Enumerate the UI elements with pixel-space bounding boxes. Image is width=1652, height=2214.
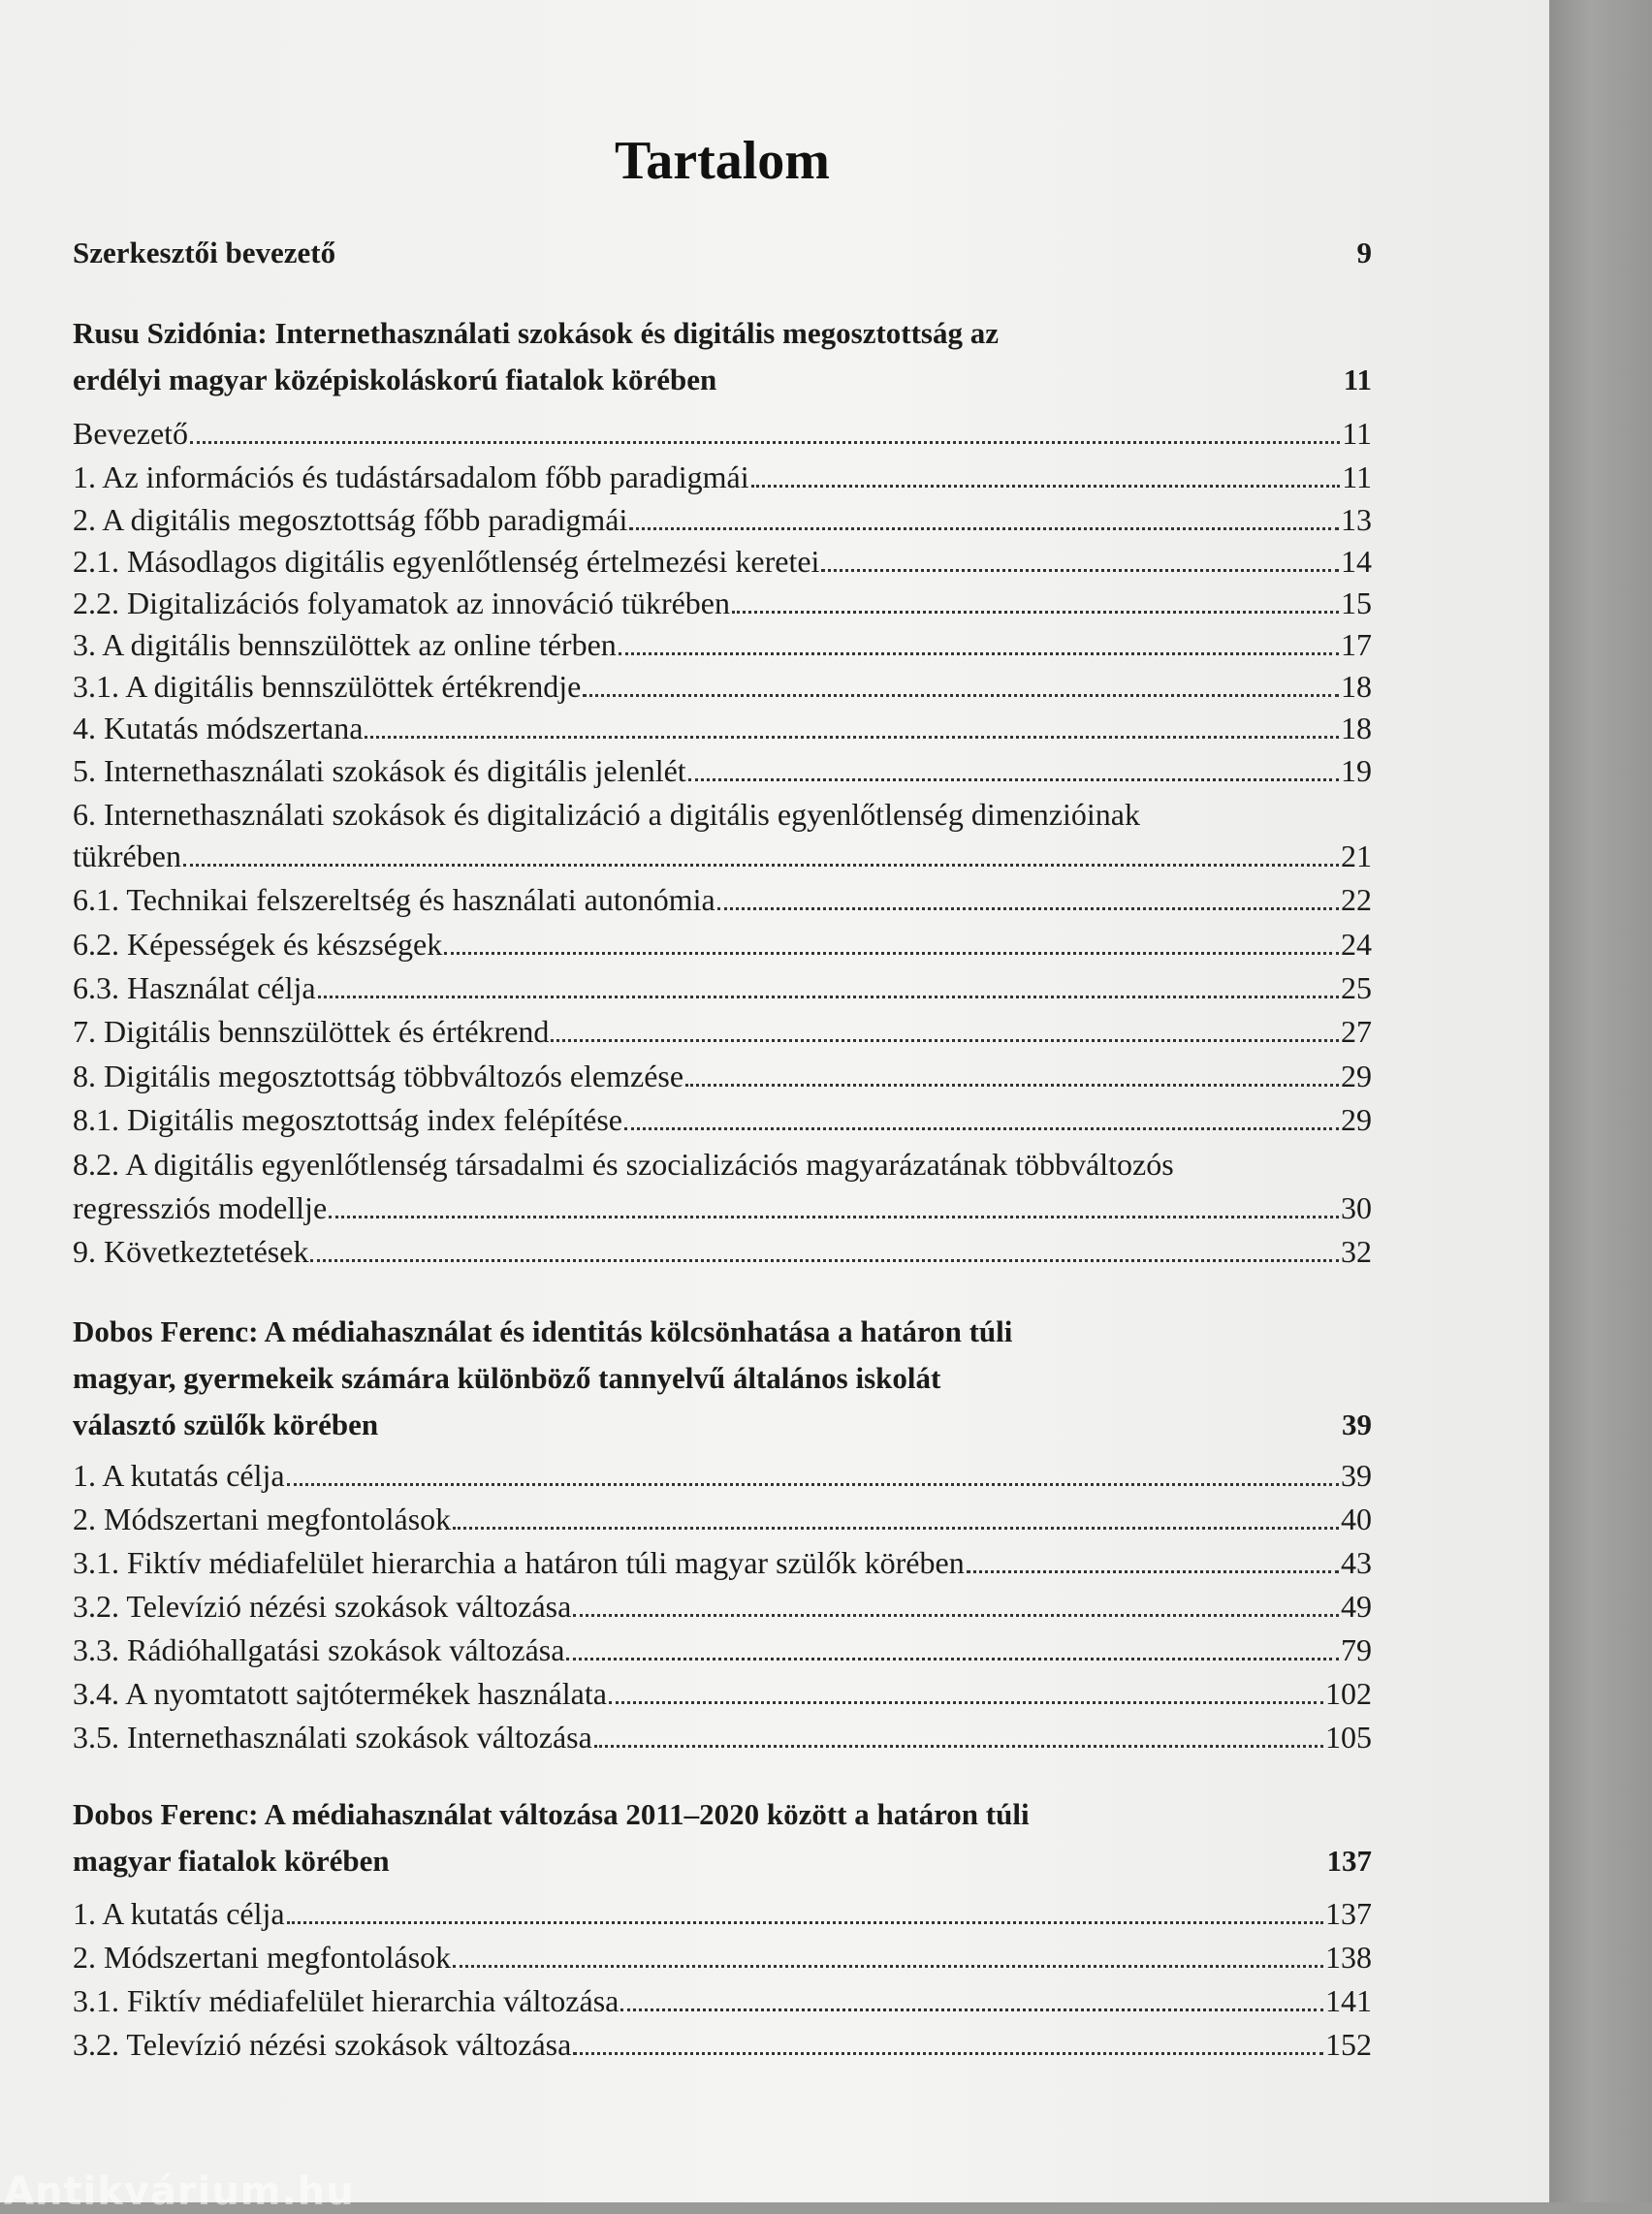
- leader-dots: [967, 1570, 1339, 1573]
- leader-dots: [620, 2008, 1323, 2011]
- toc-entry: [73, 1458, 1372, 1494]
- toc-entry: [73, 1940, 1372, 1976]
- section-3-title-line1: Dobos Ferenc: A médiahasználat változása 2011–2020 között a határon túli: [73, 1797, 1030, 1831]
- toc-entry-label: 3.2. Televízió nézési szokások változása: [73, 1589, 572, 1624]
- toc-entry-page: 30: [1341, 1190, 1372, 1225]
- toc-entry-label-line1: 6. Internethasználati szokások és digitalizáció a digitális egyenlőtlenség dimenzióinak: [73, 797, 1140, 832]
- leader-dots: [365, 736, 1339, 739]
- toc-entry: [73, 1589, 1372, 1625]
- toc-entry-label: 8.1. Digitális megosztottság index felépítése: [73, 1102, 622, 1137]
- toc-entry-page: 27: [1341, 1014, 1372, 1049]
- toc-entry: [73, 416, 1372, 452]
- toc-entry: [73, 1983, 1372, 2019]
- toc-entry-page: 14: [1341, 544, 1372, 579]
- toc-entry-label: 2. Módszertani megfontolások: [73, 1940, 452, 1975]
- leader-dots: [453, 1965, 1323, 1968]
- leader-dots: [751, 485, 1341, 488]
- toc-entry-page: 152: [1325, 2027, 1372, 2062]
- toc-entry-page: 17: [1341, 627, 1372, 662]
- toc-entry-page: 13: [1341, 502, 1372, 537]
- toc-entry-label: 8. Digitális megosztottság többváltozós elemzése: [73, 1059, 684, 1093]
- toc-entry-label: 3.4. A nyomtatott sajtótermékek használata: [73, 1676, 607, 1711]
- editor-intro-title: Szerkesztői bevezető: [73, 236, 336, 269]
- toc-entry-page: 11: [1342, 416, 1372, 451]
- background-edge: [1549, 0, 1652, 2202]
- toc-entry-page: 32: [1341, 1234, 1372, 1269]
- section-2-heading: [73, 1309, 1372, 1448]
- leader-dots: [566, 1658, 1339, 1660]
- toc-entry: [73, 1676, 1372, 1712]
- toc-entry-label-line1: 8.2. A digitális egyenlőtlenség társadalmi és szocializációs magyarázatának többváltozós: [73, 1147, 1174, 1182]
- toc-entry-page: 18: [1341, 711, 1372, 745]
- toc-entry-page: 138: [1325, 1940, 1372, 1975]
- toc-entry-page: 105: [1325, 1720, 1372, 1755]
- toc-entry-label: 1. A kutatás célja: [73, 1896, 285, 1931]
- toc-entry-page: 22: [1341, 882, 1372, 917]
- leader-dots: [551, 1039, 1339, 1042]
- leader-dots: [573, 2052, 1323, 2055]
- toc-entry: [73, 1014, 1372, 1050]
- leader-dots: [183, 864, 1339, 867]
- toc-entry: [73, 970, 1372, 1006]
- toc-entry-page: 25: [1341, 970, 1372, 1005]
- leader-dots: [444, 952, 1339, 955]
- toc-entry: [73, 711, 1372, 746]
- toc-entry-label: 2.2. Digitalizációs folyamatok az innováció tükrében: [73, 585, 730, 620]
- toc-entry: [73, 1059, 1372, 1094]
- toc-entry: [73, 627, 1372, 663]
- leader-dots: [619, 652, 1339, 655]
- toc-entry-page: 49: [1341, 1589, 1372, 1624]
- toc-entry-page: 137: [1325, 1896, 1372, 1931]
- toc-entry: [73, 502, 1372, 538]
- toc-entry-page: 21: [1341, 838, 1372, 873]
- toc-entry-label: 6.1. Technikai felszereltség és használati autonómia: [73, 882, 715, 917]
- toc-entry-label: 7. Digitális bennszülöttek és értékrend: [73, 1014, 550, 1049]
- toc-entry-label: 3.1. Fiktív médiafelület hierarchia a határon túli magyar szülők körében: [73, 1545, 965, 1580]
- toc-entry: [73, 1720, 1372, 1755]
- leader-dots: [573, 1614, 1339, 1617]
- toc-entry-label: 3.5. Internethasználati szokások változása: [73, 1720, 592, 1755]
- section-1-title-line1: Rusu Szidónia: Internethasználati szokások és digitális megosztottság az: [73, 316, 1000, 350]
- leader-dots: [453, 1527, 1339, 1530]
- toc-entry: [73, 1190, 1372, 1226]
- toc-entry: [73, 1896, 1372, 1932]
- leader-dots: [685, 1084, 1339, 1087]
- toc-entry: [73, 669, 1372, 705]
- toc-entry-page: 102: [1325, 1676, 1372, 1711]
- section-2-title-line1: Dobos Ferenc: A médiahasználat és identitás kölcsönhatása a határon túli: [73, 1314, 1013, 1348]
- leader-dots: [821, 569, 1339, 572]
- section-1-page: 11: [1343, 363, 1372, 396]
- section-1-title-line2: erdélyi magyar középiskoláskorú fiatalok körében: [73, 363, 717, 396]
- editor-intro-heading: [73, 230, 1372, 276]
- leader-dots: [287, 1921, 1323, 1924]
- leader-dots: [624, 1127, 1339, 1130]
- toc-entry-page: 19: [1341, 753, 1372, 788]
- toc-entry-page: 15: [1341, 585, 1372, 620]
- section-1-heading: [73, 310, 1372, 403]
- toc-entry: [73, 838, 1372, 874]
- toc-entry: [73, 544, 1372, 580]
- section-2-title-line3: választó szülők körében: [73, 1407, 379, 1441]
- toc-entry: [73, 882, 1372, 918]
- leader-dots: [318, 996, 1339, 998]
- toc-entry-label: 5. Internethasználati szokások és digitális jelenlét: [73, 753, 686, 788]
- leader-dots: [583, 694, 1339, 697]
- toc-entry-label: 9. Következtetések: [73, 1234, 309, 1269]
- leader-dots: [287, 1483, 1339, 1486]
- toc-entry-label: 2.1. Másodlagos digitális egyenlőtlenség értelmezési keretei: [73, 544, 820, 579]
- toc-entry-label: 3.2. Televízió nézési szokások változása: [73, 2027, 572, 2062]
- watermark: Antikvárium.hu: [4, 2169, 355, 2214]
- leader-dots: [629, 527, 1339, 530]
- toc-entry-page: 29: [1341, 1059, 1372, 1093]
- toc-entry: [73, 1545, 1372, 1581]
- toc-entry: [73, 585, 1372, 621]
- leader-dots: [329, 1216, 1339, 1218]
- leader-dots: [609, 1701, 1323, 1704]
- toc-entry-label: 1. A kutatás célja: [73, 1458, 285, 1493]
- leader-dots: [190, 441, 1340, 444]
- editor-intro-page: 9: [1356, 236, 1372, 269]
- toc-entry-page: 39: [1341, 1458, 1372, 1493]
- leader-dots: [732, 611, 1339, 614]
- toc-entry-label: Bevezető: [73, 416, 189, 451]
- toc-entry: [73, 927, 1372, 963]
- toc-entry-label: 3.3. Rádióhallgatási szokások változása: [73, 1632, 565, 1667]
- toc-entry: [73, 1502, 1372, 1537]
- toc-entry-label: 6.3. Használat célja: [73, 970, 316, 1005]
- toc-entry-page: 40: [1341, 1502, 1372, 1536]
- leader-dots: [594, 1745, 1323, 1748]
- toc-entry: [73, 1102, 1372, 1138]
- toc-entry-page: 24: [1341, 927, 1372, 962]
- toc-entry-page: 141: [1325, 1983, 1372, 2018]
- toc-entry-label: 2. A digitális megosztottság főbb paradigmái: [73, 502, 628, 537]
- toc-entry-page: 43: [1341, 1545, 1372, 1580]
- toc-entry-label: 6.2. Képességek és készségek: [73, 927, 443, 962]
- section-2-page: 39: [1342, 1407, 1372, 1441]
- toc-entry-label: 3.1. A digitális bennszülöttek értékrendje: [73, 669, 582, 704]
- section-2-title-line2: magyar, gyermekeik számára különböző tannyelvű általános iskolát: [73, 1361, 941, 1395]
- toc-entry-label: 1. Az információs és tudástársadalom főbb paradigmái: [73, 459, 749, 494]
- toc-entry-label: regressziós modellje: [73, 1190, 328, 1225]
- toc-entry: [73, 1632, 1372, 1668]
- leader-dots: [688, 778, 1339, 781]
- section-3-title-line2: magyar fiatalok körében: [73, 1844, 390, 1878]
- section-3-heading: [73, 1791, 1372, 1884]
- toc-entry-page: 29: [1341, 1102, 1372, 1137]
- toc-entry-label: 3.1. Fiktív médiafelület hierarchia változása: [73, 1983, 620, 2018]
- section-3-page: 137: [1326, 1844, 1372, 1878]
- toc-entry-label: 3. A digitális bennszülöttek az online térben: [73, 627, 617, 662]
- leader-dots: [717, 907, 1339, 910]
- toc-entry: [73, 1234, 1372, 1270]
- toc-entry-label: tükrében: [73, 838, 181, 873]
- toc-entry-page: 79: [1341, 1632, 1372, 1667]
- toc-entry-page: 11: [1342, 459, 1372, 494]
- toc-entry: [73, 753, 1372, 789]
- toc-entry-page: 18: [1341, 669, 1372, 704]
- leader-dots: [310, 1259, 1339, 1262]
- toc-entry-label: 2. Módszertani megfontolások: [73, 1502, 452, 1536]
- toc-entry: [73, 459, 1372, 495]
- toc-entry: [73, 2027, 1372, 2063]
- toc-entry-label: 4. Kutatás módszertana: [73, 711, 364, 745]
- page-title: Tartalom: [615, 131, 830, 191]
